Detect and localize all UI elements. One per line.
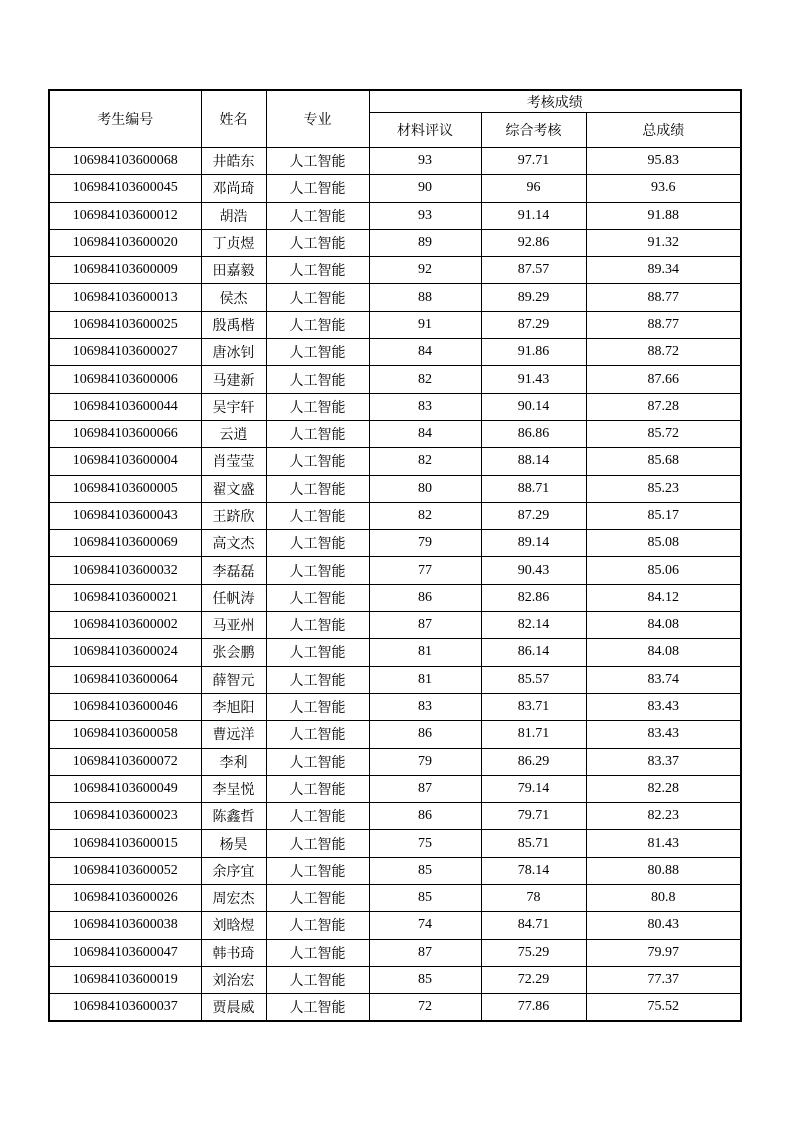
cell-material-review: 90 — [369, 175, 481, 202]
cell-candidate-id: 106984103600064 — [49, 666, 201, 693]
cell-name: 田嘉毅 — [201, 257, 266, 284]
cell-candidate-id: 106984103600023 — [49, 803, 201, 830]
cell-total-score: 83.74 — [586, 666, 741, 693]
cell-total-score: 83.43 — [586, 693, 741, 720]
cell-major: 人工智能 — [266, 612, 369, 639]
cell-major: 人工智能 — [266, 721, 369, 748]
cell-total-score: 85.68 — [586, 448, 741, 475]
cell-comprehensive-review: 86.14 — [481, 639, 586, 666]
cell-material-review: 86 — [369, 721, 481, 748]
cell-material-review: 77 — [369, 557, 481, 584]
cell-candidate-id: 106984103600013 — [49, 284, 201, 311]
table-row — [49, 420, 741, 447]
cell-name: 王跻欣 — [201, 502, 266, 529]
cell-total-score: 91.32 — [586, 229, 741, 256]
cell-candidate-id: 106984103600027 — [49, 339, 201, 366]
cell-comprehensive-review: 84.71 — [481, 912, 586, 939]
cell-material-review: 92 — [369, 257, 481, 284]
cell-material-review: 86 — [369, 803, 481, 830]
table-row — [49, 502, 741, 529]
cell-name: 高文杰 — [201, 530, 266, 557]
cell-comprehensive-review: 89.14 — [481, 530, 586, 557]
cell-comprehensive-review: 87.29 — [481, 502, 586, 529]
table-row — [49, 530, 741, 557]
cell-comprehensive-review: 82.86 — [481, 584, 586, 611]
cell-total-score: 82.23 — [586, 803, 741, 830]
cell-name: 翟文盛 — [201, 475, 266, 502]
cell-name: 马亚州 — [201, 612, 266, 639]
cell-name: 刘晗煜 — [201, 912, 266, 939]
cell-total-score: 80.8 — [586, 885, 741, 912]
table-row — [49, 693, 741, 720]
cell-comprehensive-review: 91.43 — [481, 366, 586, 393]
cell-material-review: 82 — [369, 366, 481, 393]
cell-candidate-id: 106984103600043 — [49, 502, 201, 529]
cell-major: 人工智能 — [266, 693, 369, 720]
cell-total-score: 85.08 — [586, 530, 741, 557]
cell-name: 周宏杰 — [201, 885, 266, 912]
cell-comprehensive-review: 90.14 — [481, 393, 586, 420]
cell-material-review: 84 — [369, 420, 481, 447]
table-row — [49, 612, 741, 639]
cell-name: 云逍 — [201, 420, 266, 447]
cell-comprehensive-review: 78 — [481, 885, 586, 912]
cell-candidate-id: 106984103600019 — [49, 966, 201, 993]
cell-name: 贾晨威 — [201, 994, 266, 1021]
cell-name: 任帆涛 — [201, 584, 266, 611]
cell-candidate-id: 106984103600005 — [49, 475, 201, 502]
cell-total-score: 91.88 — [586, 202, 741, 229]
cell-name: 韩书琦 — [201, 939, 266, 966]
cell-major: 人工智能 — [266, 393, 369, 420]
cell-comprehensive-review: 97.71 — [481, 148, 586, 175]
table-row — [49, 994, 741, 1021]
cell-name: 殷禹楷 — [201, 311, 266, 338]
cell-major: 人工智能 — [266, 502, 369, 529]
cell-material-review: 89 — [369, 229, 481, 256]
cell-comprehensive-review: 79.71 — [481, 803, 586, 830]
cell-total-score: 87.28 — [586, 393, 741, 420]
cell-name: 井皓东 — [201, 148, 266, 175]
cell-major: 人工智能 — [266, 475, 369, 502]
header-name: 姓名 — [201, 90, 266, 148]
cell-name: 侯杰 — [201, 284, 266, 311]
cell-name: 唐冰钊 — [201, 339, 266, 366]
header-total-score: 总成绩 — [586, 113, 741, 148]
table-row — [49, 966, 741, 993]
cell-total-score: 79.97 — [586, 939, 741, 966]
table-row — [49, 857, 741, 884]
cell-total-score: 85.17 — [586, 502, 741, 529]
cell-candidate-id: 106984103600072 — [49, 748, 201, 775]
cell-total-score: 88.77 — [586, 284, 741, 311]
cell-comprehensive-review: 87.29 — [481, 311, 586, 338]
cell-major: 人工智能 — [266, 148, 369, 175]
cell-comprehensive-review: 85.71 — [481, 830, 586, 857]
cell-major: 人工智能 — [266, 584, 369, 611]
table-body — [49, 148, 741, 1022]
cell-candidate-id: 106984103600004 — [49, 448, 201, 475]
cell-major: 人工智能 — [266, 530, 369, 557]
cell-comprehensive-review: 91.86 — [481, 339, 586, 366]
cell-comprehensive-review: 83.71 — [481, 693, 586, 720]
cell-major: 人工智能 — [266, 366, 369, 393]
cell-comprehensive-review: 91.14 — [481, 202, 586, 229]
cell-candidate-id: 106984103600025 — [49, 311, 201, 338]
cell-material-review: 87 — [369, 939, 481, 966]
cell-candidate-id: 106984103600047 — [49, 939, 201, 966]
cell-total-score: 77.37 — [586, 966, 741, 993]
cell-comprehensive-review: 92.86 — [481, 229, 586, 256]
cell-candidate-id: 106984103600052 — [49, 857, 201, 884]
cell-comprehensive-review: 88.14 — [481, 448, 586, 475]
cell-candidate-id: 106984103600020 — [49, 229, 201, 256]
cell-name: 李呈悦 — [201, 775, 266, 802]
cell-major: 人工智能 — [266, 639, 369, 666]
cell-total-score: 81.43 — [586, 830, 741, 857]
cell-candidate-id: 106984103600002 — [49, 612, 201, 639]
cell-total-score: 85.23 — [586, 475, 741, 502]
cell-major: 人工智能 — [266, 666, 369, 693]
cell-major: 人工智能 — [266, 748, 369, 775]
cell-candidate-id: 106984103600045 — [49, 175, 201, 202]
cell-name: 刘治宏 — [201, 966, 266, 993]
cell-material-review: 74 — [369, 912, 481, 939]
cell-comprehensive-review: 88.71 — [481, 475, 586, 502]
cell-candidate-id: 106984103600044 — [49, 393, 201, 420]
table-row — [49, 721, 741, 748]
cell-major: 人工智能 — [266, 175, 369, 202]
cell-candidate-id: 106984103600058 — [49, 721, 201, 748]
cell-major: 人工智能 — [266, 775, 369, 802]
cell-major: 人工智能 — [266, 912, 369, 939]
cell-total-score: 84.12 — [586, 584, 741, 611]
cell-major: 人工智能 — [266, 257, 369, 284]
cell-major: 人工智能 — [266, 420, 369, 447]
cell-candidate-id: 106984103600068 — [49, 148, 201, 175]
cell-material-review: 81 — [369, 666, 481, 693]
cell-candidate-id: 106984103600015 — [49, 830, 201, 857]
cell-material-review: 75 — [369, 830, 481, 857]
cell-total-score: 82.28 — [586, 775, 741, 802]
cell-material-review: 93 — [369, 148, 481, 175]
cell-material-review: 81 — [369, 639, 481, 666]
cell-comprehensive-review: 96 — [481, 175, 586, 202]
cell-material-review: 85 — [369, 857, 481, 884]
table-row — [49, 584, 741, 611]
table-row — [49, 912, 741, 939]
cell-total-score: 88.72 — [586, 339, 741, 366]
cell-material-review: 82 — [369, 502, 481, 529]
table-row — [49, 775, 741, 802]
table-row — [49, 202, 741, 229]
header-assessment-group: 考核成绩 — [369, 90, 741, 113]
cell-comprehensive-review: 87.57 — [481, 257, 586, 284]
cell-major: 人工智能 — [266, 284, 369, 311]
cell-total-score: 83.43 — [586, 721, 741, 748]
cell-comprehensive-review: 79.14 — [481, 775, 586, 802]
cell-material-review: 85 — [369, 885, 481, 912]
cell-total-score: 88.77 — [586, 311, 741, 338]
table-row — [49, 830, 741, 857]
cell-name: 李磊磊 — [201, 557, 266, 584]
cell-comprehensive-review: 89.29 — [481, 284, 586, 311]
cell-major: 人工智能 — [266, 830, 369, 857]
cell-major: 人工智能 — [266, 229, 369, 256]
cell-comprehensive-review: 90.43 — [481, 557, 586, 584]
cell-comprehensive-review: 78.14 — [481, 857, 586, 884]
cell-material-review: 91 — [369, 311, 481, 338]
table-row — [49, 393, 741, 420]
table-row — [49, 885, 741, 912]
cell-material-review: 82 — [369, 448, 481, 475]
cell-candidate-id: 106984103600026 — [49, 885, 201, 912]
cell-major: 人工智能 — [266, 202, 369, 229]
cell-candidate-id: 106984103600046 — [49, 693, 201, 720]
cell-major: 人工智能 — [266, 857, 369, 884]
cell-total-score: 93.6 — [586, 175, 741, 202]
cell-name: 杨昊 — [201, 830, 266, 857]
cell-candidate-id: 106984103600037 — [49, 994, 201, 1021]
table-row — [49, 448, 741, 475]
table-row — [49, 748, 741, 775]
table-row — [49, 557, 741, 584]
table-row — [49, 939, 741, 966]
cell-name: 余序宜 — [201, 857, 266, 884]
cell-name: 邓尚琦 — [201, 175, 266, 202]
cell-candidate-id: 106984103600066 — [49, 420, 201, 447]
cell-name: 陈鑫哲 — [201, 803, 266, 830]
cell-major: 人工智能 — [266, 939, 369, 966]
cell-major: 人工智能 — [266, 966, 369, 993]
cell-material-review: 85 — [369, 966, 481, 993]
cell-name: 肖莹莹 — [201, 448, 266, 475]
cell-total-score: 85.06 — [586, 557, 741, 584]
cell-material-review: 80 — [369, 475, 481, 502]
cell-total-score: 87.66 — [586, 366, 741, 393]
cell-major: 人工智能 — [266, 339, 369, 366]
cell-total-score: 89.34 — [586, 257, 741, 284]
table-header — [49, 90, 741, 148]
table-row — [49, 366, 741, 393]
cell-material-review: 72 — [369, 994, 481, 1021]
cell-name: 李旭阳 — [201, 693, 266, 720]
cell-comprehensive-review: 75.29 — [481, 939, 586, 966]
cell-major: 人工智能 — [266, 994, 369, 1021]
cell-comprehensive-review: 72.29 — [481, 966, 586, 993]
cell-comprehensive-review: 81.71 — [481, 721, 586, 748]
cell-candidate-id: 106984103600006 — [49, 366, 201, 393]
table-row — [49, 284, 741, 311]
cell-name: 吴宇轩 — [201, 393, 266, 420]
header-material-review: 材料评议 — [369, 113, 481, 148]
cell-major: 人工智能 — [266, 311, 369, 338]
cell-major: 人工智能 — [266, 803, 369, 830]
header-candidate-id: 考生编号 — [49, 90, 201, 148]
cell-material-review: 93 — [369, 202, 481, 229]
cell-total-score: 84.08 — [586, 639, 741, 666]
cell-candidate-id: 106984103600049 — [49, 775, 201, 802]
cell-total-score: 75.52 — [586, 994, 741, 1021]
cell-material-review: 79 — [369, 748, 481, 775]
cell-material-review: 84 — [369, 339, 481, 366]
cell-comprehensive-review: 82.14 — [481, 612, 586, 639]
cell-total-score: 80.88 — [586, 857, 741, 884]
table-row — [49, 666, 741, 693]
cell-material-review: 88 — [369, 284, 481, 311]
cell-name: 张会鹏 — [201, 639, 266, 666]
cell-material-review: 87 — [369, 612, 481, 639]
table-row — [49, 257, 741, 284]
cell-material-review: 83 — [369, 693, 481, 720]
cell-comprehensive-review: 85.57 — [481, 666, 586, 693]
cell-candidate-id: 106984103600024 — [49, 639, 201, 666]
cell-name: 李利 — [201, 748, 266, 775]
cell-name: 薛智元 — [201, 666, 266, 693]
cell-total-score: 80.43 — [586, 912, 741, 939]
cell-name: 曹远洋 — [201, 721, 266, 748]
table-row — [49, 639, 741, 666]
cell-name: 胡浩 — [201, 202, 266, 229]
candidate-score-table — [48, 89, 742, 1022]
cell-total-score: 83.37 — [586, 748, 741, 775]
cell-name: 马建新 — [201, 366, 266, 393]
cell-material-review: 86 — [369, 584, 481, 611]
header-major: 专业 — [266, 90, 369, 148]
cell-comprehensive-review: 86.86 — [481, 420, 586, 447]
table-row — [49, 339, 741, 366]
table-row — [49, 229, 741, 256]
cell-candidate-id: 106984103600012 — [49, 202, 201, 229]
cell-total-score: 95.83 — [586, 148, 741, 175]
cell-comprehensive-review: 77.86 — [481, 994, 586, 1021]
header-comprehensive-review: 综合考核 — [481, 113, 586, 148]
cell-candidate-id: 106984103600069 — [49, 530, 201, 557]
cell-total-score: 84.08 — [586, 612, 741, 639]
table-row — [49, 311, 741, 338]
cell-major: 人工智能 — [266, 448, 369, 475]
table-row — [49, 148, 741, 175]
cell-major: 人工智能 — [266, 885, 369, 912]
cell-candidate-id: 106984103600032 — [49, 557, 201, 584]
cell-candidate-id: 106984103600009 — [49, 257, 201, 284]
cell-comprehensive-review: 86.29 — [481, 748, 586, 775]
cell-major: 人工智能 — [266, 557, 369, 584]
cell-material-review: 83 — [369, 393, 481, 420]
cell-material-review: 79 — [369, 530, 481, 557]
table-row — [49, 175, 741, 202]
cell-material-review: 87 — [369, 775, 481, 802]
cell-name: 丁贞煜 — [201, 229, 266, 256]
cell-total-score: 85.72 — [586, 420, 741, 447]
cell-candidate-id: 106984103600021 — [49, 584, 201, 611]
table-row — [49, 475, 741, 502]
table-row — [49, 803, 741, 830]
cell-candidate-id: 106984103600038 — [49, 912, 201, 939]
